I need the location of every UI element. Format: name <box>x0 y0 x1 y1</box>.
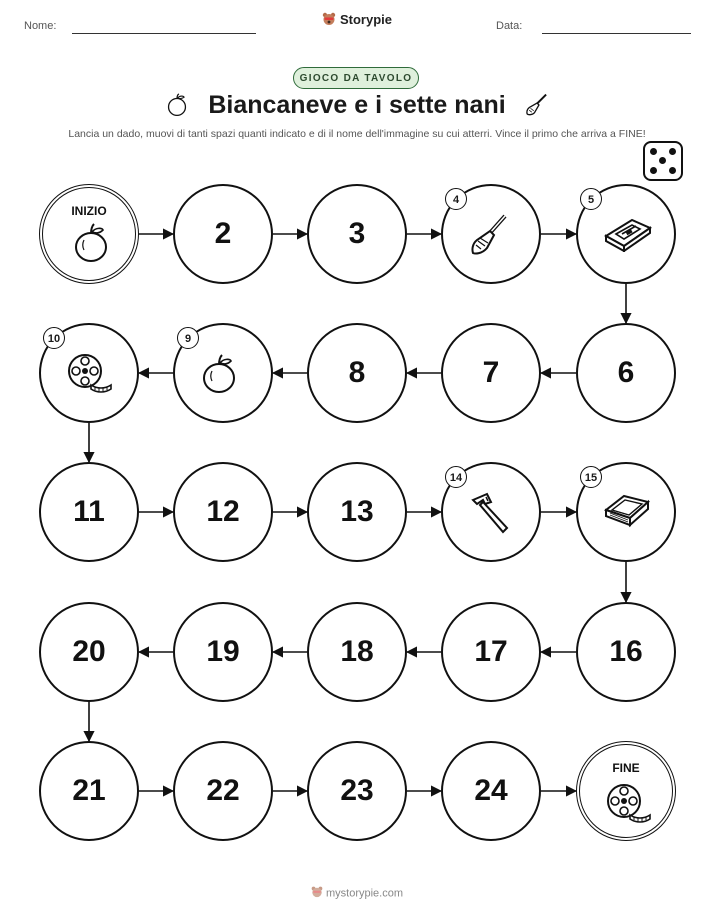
board-space-inizio <box>39 184 139 284</box>
space-number-badge: 15 <box>580 466 602 488</box>
space-label: FINE <box>612 761 640 775</box>
film-reel-icon <box>604 781 652 828</box>
board-space-24 <box>441 741 541 841</box>
board-space-14 <box>441 462 541 562</box>
space-number-badge: 10 <box>43 327 65 349</box>
apple-icon <box>199 351 239 400</box>
board-space-4 <box>441 184 541 284</box>
brush-icon <box>467 212 511 265</box>
space-number: 3 <box>348 217 366 250</box>
board-space-9 <box>173 323 273 423</box>
board-space-12 <box>173 462 273 562</box>
board-space-13 <box>307 462 407 562</box>
instructions: Lancia un dado, muovi di tanti spazi quanti indicato e di il nome dell'immagine su cui atterri. Vince il primo che arriva a FINE! <box>68 128 646 140</box>
film-reel-icon <box>65 351 113 398</box>
board-space-15 <box>576 462 676 562</box>
space-number: 2 <box>214 217 232 250</box>
board-space-10 <box>39 323 139 423</box>
board-space-23 <box>307 741 407 841</box>
space-number: 20 <box>72 635 106 668</box>
space-label: INIZIO <box>71 204 107 218</box>
page-title: Biancaneve e i sette nani <box>208 91 506 119</box>
board-space-7 <box>441 323 541 423</box>
space-number: 21 <box>72 774 106 807</box>
board-space-5 <box>576 184 676 284</box>
board-space-11 <box>39 462 139 562</box>
space-number-badge: 9 <box>177 327 199 349</box>
brand-name: Storypie <box>339 12 392 27</box>
bear-icon <box>311 886 323 901</box>
board-space-16 <box>576 602 676 702</box>
space-number: 19 <box>206 635 240 668</box>
board-space-2 <box>173 184 273 284</box>
footer <box>0 886 714 901</box>
space-number: 6 <box>617 356 635 389</box>
space-number: 16 <box>609 635 643 668</box>
name-label: Nome: <box>24 20 57 32</box>
space-number: 13 <box>340 495 374 528</box>
space-number-badge: 14 <box>445 466 467 488</box>
space-number: 23 <box>340 774 374 807</box>
board-space-6 <box>576 323 676 423</box>
board-space-17 <box>441 602 541 702</box>
space-number: 22 <box>206 774 240 807</box>
category-badge: GIOCO DA TAVOLO <box>293 67 419 89</box>
footer-url: mystorypie.com <box>325 887 404 900</box>
board-space-19 <box>173 602 273 702</box>
board-space-fine <box>576 741 676 841</box>
board-space-22 <box>173 741 273 841</box>
coffin-icon <box>602 490 652 535</box>
apple-icon <box>71 220 111 269</box>
space-number: 12 <box>206 495 240 528</box>
space-number: 7 <box>482 356 500 389</box>
board-space-18 <box>307 602 407 702</box>
space-number-badge: 5 <box>580 188 602 210</box>
mousetrap-icon <box>602 212 654 257</box>
space-number: 11 <box>73 495 105 528</box>
hammer-icon <box>467 490 513 539</box>
date-label: Data: <box>496 20 523 32</box>
space-number: 24 <box>474 774 508 807</box>
board-space-20 <box>39 602 139 702</box>
board-space-21 <box>39 741 139 841</box>
space-number-badge: 4 <box>445 188 467 210</box>
board-space-8 <box>307 323 407 423</box>
space-number: 17 <box>474 635 508 668</box>
board-space-3 <box>307 184 407 284</box>
space-number: 18 <box>340 635 374 668</box>
space-number: 8 <box>348 356 366 389</box>
